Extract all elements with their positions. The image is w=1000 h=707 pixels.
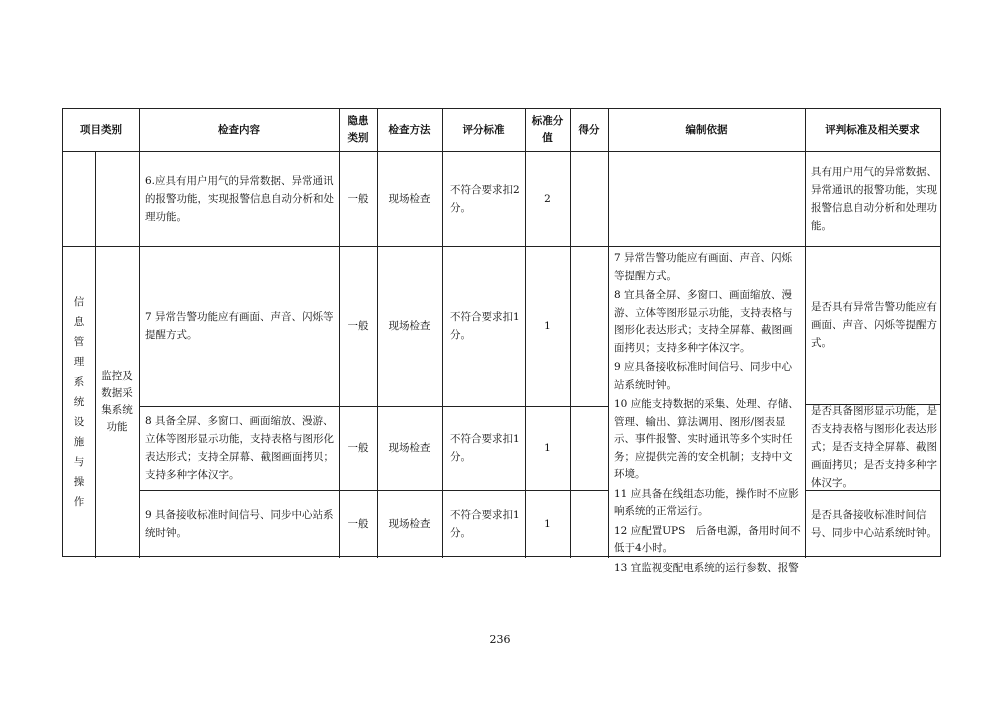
category-main — [63, 246, 95, 558]
row2-hazard: 一般 — [347, 320, 369, 332]
header-criteria: 评判标准及相关要求 — [825, 123, 920, 136]
page-number: 236 — [489, 633, 511, 646]
row3-scoring: 不符合要求扣1分。 — [450, 433, 520, 463]
row2-criteria: 是否具有异常告警功能应有画面、声音、闪烁等提醒方式。 — [811, 301, 937, 349]
row3-criteria: 是否具备图形显示功能，是否支持表格与图形化表达形式；是否支持全屏幕、截图画面拷贝；是否支持多种字体汉字。 — [811, 405, 937, 489]
row2-method: 现场检查 — [388, 320, 431, 332]
row2-points: 1 — [544, 320, 551, 332]
inspection-table — [62, 108, 941, 574]
row4-points: 1 — [544, 518, 551, 530]
basis-item: 12 应配置UPS 后备电源，备用时间不低于4小时。 — [614, 524, 801, 554]
row1-scoring: 不符合要求扣2分。 — [450, 183, 520, 214]
basis-item: 13 宜监视变配电系统的运行参数、报警 — [614, 561, 799, 574]
category-main-text: 信息管理系统设施与操作 — [73, 296, 85, 508]
basis-cell — [614, 250, 802, 574]
row3-content: 8 具备全屏、多窗口、画面缩放、漫游、立体等图形显示功能，支持表格与图形化表达形式；支持全屏幕、截图画面拷贝；支持多种字体汉字。 — [145, 415, 334, 481]
row3-points: 1 — [544, 442, 551, 454]
basis-item: 11 应具备在线组态功能，操作时不应影响系统的正常运行。 — [614, 487, 799, 517]
row4-hazard: 一般 — [347, 518, 369, 530]
row1-criteria: 具有用户用气的异常数据、异常通讯的报警功能，实现报警信息自动分析和处理功能。 — [811, 165, 937, 232]
header-content: 检查内容 — [218, 123, 260, 136]
row2-content: 7 异常告警功能应有画面、声音、闪烁等提醒方式。 — [145, 311, 334, 341]
row1-method: 现场检查 — [388, 192, 431, 205]
row4-scoring: 不符合要求扣1分。 — [450, 509, 520, 539]
basis-item: 7 异常告警功能应有画面、声音、闪烁等提醒方式。 — [614, 252, 793, 282]
header-hazard-type: 隐患类别 — [347, 115, 369, 144]
row3-hazard: 一般 — [347, 442, 369, 454]
row4-criteria: 是否具备接收标准时间信号、同步中心站系统时钟。 — [811, 509, 937, 539]
row2-scoring: 不符合要求扣1分。 — [450, 311, 520, 341]
row1-content: 6.应具有用户用气的异常数据、异常通讯的报警功能，实现报警信息自动分析和处理功能。 — [145, 174, 334, 223]
basis-item: 9 应具备接收标准时间信号、同步中心站系统时钟。 — [614, 361, 793, 391]
header-std-score: 标准分值 — [531, 115, 564, 144]
basis-item: 10 应能支持数据的采集、处理、存储、管理、输出、算法调用、图形/图表显示、事件报警、实时通讯等多个实时任务；应提供完善的安全机制；支持中文环境。 — [614, 398, 799, 480]
header-score: 得分 — [578, 123, 600, 136]
row1-points: 2 — [544, 192, 551, 205]
header-scoring: 评分标准 — [462, 123, 505, 136]
category-sub: 监控及数据采集系统功能 — [101, 370, 133, 433]
basis-item: 8 宜具备全屏、多窗口、画面缩放、漫游、立体等图形显示功能，支持表格与图形化表达形式；支持全屏幕、截图画面拷贝；支持多种字体汉字。 — [614, 289, 793, 354]
header-basis: 编制依据 — [685, 123, 728, 136]
row1-hazard: 一般 — [347, 192, 369, 205]
header-category: 项目类别 — [80, 123, 122, 136]
row4-content: 9 具备接收标准时间信号、同步中心站系统时钟。 — [145, 509, 334, 539]
row4-method: 现场检查 — [388, 518, 431, 530]
row3-method: 现场检查 — [388, 442, 431, 454]
header-method: 检查方法 — [388, 123, 431, 136]
